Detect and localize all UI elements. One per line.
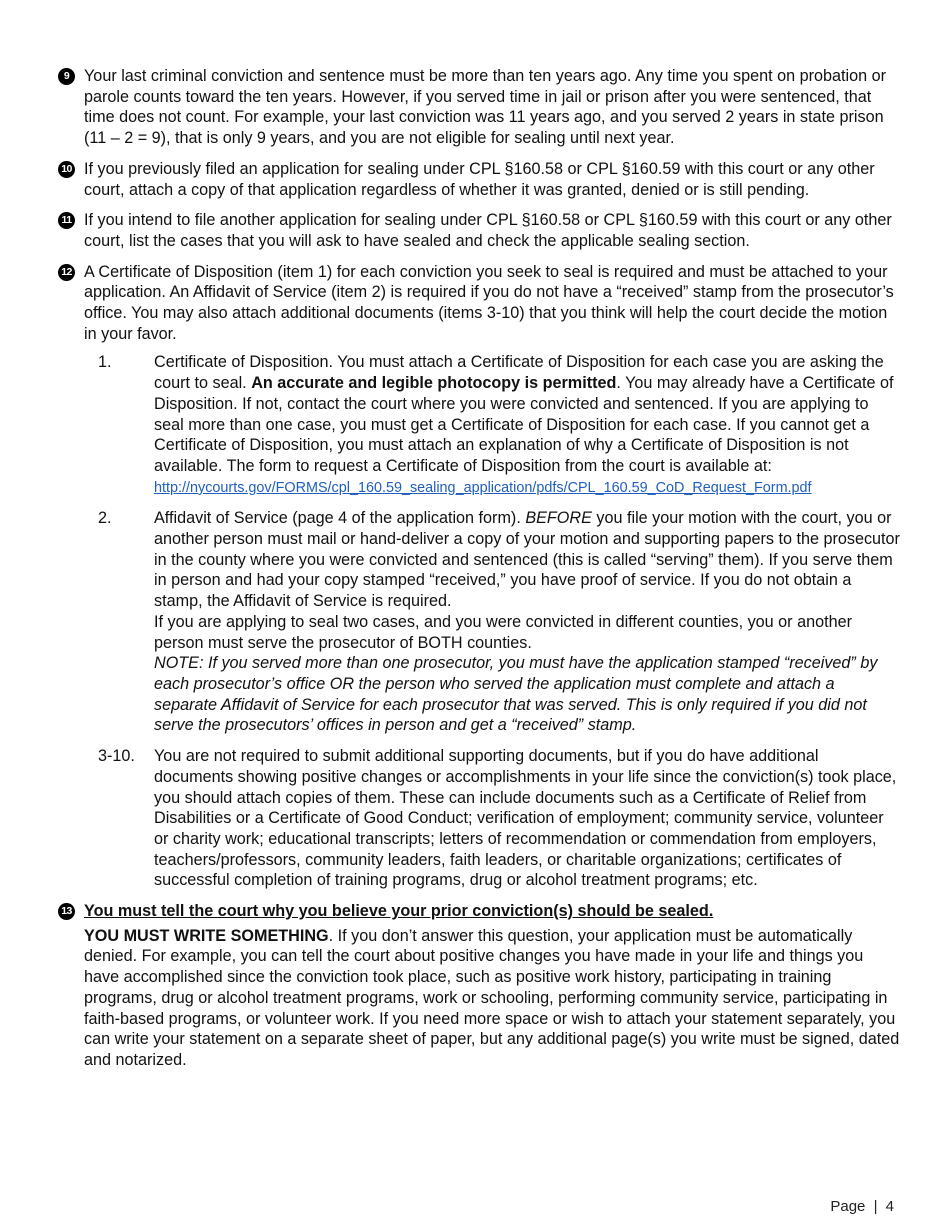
- item-body: [84, 926, 900, 1071]
- subitem-paragraph: If you are applying to seal two cases, and you were convicted in different counties, you or another person must serve the prosecutor of BOTH counties.: [154, 612, 852, 652]
- item-text: If you previously filed an application for sealing under CPL §160.58 or CPL §160.59 with this court or any other court, attach a copy of that application regardless of whether it was granted, denied or is still pending.: [84, 159, 875, 199]
- subitem-text: Certificate of Disposition. You must attach a Certificate of Disposition for each case you are asking the court to seal.: [154, 353, 884, 393]
- item-text: Your last criminal conviction and sentence must be more than ten years ago. Any time you spent on probation or parole counts toward the ten years. However, if you served time in jail or prison after you were sentenced, that time does not count. For example, your last conviction was 11 years ago, and you served 2 years in state prison (11 – 2 = 9), that is only 9 years, and you are not eligible for sealing until next year.: [84, 67, 887, 148]
- item-number-badge: 10: [58, 161, 75, 178]
- subitem-affidavit-of-service: [84, 508, 900, 736]
- subitem-text: you file your motion with the court, you or another person must mail or hand-deliver a copy of your motion and supporting papers to the prosecutor in the county where you were convicted and sentenced (this is called “serving” them). If you serve them in person and had your copy stamped “received,” you have proof of service. If you do not obtain a stamp, the Affidavit of Service is required.: [154, 509, 900, 611]
- item-number-badge: 13: [58, 903, 75, 920]
- subitem-note: NOTE: If you served more than one prosecutor, you must have the application stamped “received” by each prosecutor’s office OR the person who served the application must complete and attach a separate Affidavit of Service for each prosecutor that was served. This is only required if you did not serve the prosecutors’ offices in person and get a “received” stamp.: [154, 654, 878, 735]
- item-text: A Certificate of Disposition (item 1) for each conviction you seek to seal is required and must be attached to your application. An Affidavit of Service (item 2) is required if you do not have a “received” stamp from the prosecutor’s office. You may also attach additional documents (items 3-10) that you think will help the court decide the motion in your favor.: [84, 262, 894, 343]
- item-heading: You must tell the court why you believe your prior conviction(s) should be sealed.: [84, 902, 714, 921]
- instruction-item-10: [58, 159, 900, 200]
- subitem-certificate-of-disposition: [84, 352, 900, 498]
- instruction-item-9: [58, 66, 900, 149]
- subitem-label: 3-10.: [98, 747, 135, 766]
- subitem-text: . You may already have a Certificate of Disposition. If not, contact the court where you were convicted and sentenced. If you are applying to seal more than one case, you must get a Certificate of Disposition for each case. If you cannot get a Certificate of Disposition, you must attach an explanation of why a Certificate of Disposition is not available. The form to request a Certificate of Disposition from the court is available at:: [154, 374, 894, 475]
- page-label: Page: [830, 1198, 866, 1215]
- item-text: . If you don’t answer this question, your application must be automatically denied. For example, you can tell the court about positive changes you have made in your life and things you have accomplished since the conviction took place, such as positive work history, participating in training programs, drug or alcohol treatment programs, work or schooling, performing community service, participating in faith-based programs, or volunteer work. If you need more space or wish to attach your statement separately, you can write your statement on a separate sheet of paper, but any additional page(s) you write must be signed, dated and notarized.: [84, 926, 900, 1069]
- page-number: 4: [885, 1198, 894, 1215]
- subitem-label: 1.: [98, 353, 112, 372]
- document-body: [58, 66, 900, 1081]
- instruction-item-12: [58, 262, 900, 891]
- instruction-item-11: [58, 210, 900, 251]
- subitem-label: 2.: [98, 509, 112, 528]
- subitem-supporting-documents: [84, 746, 900, 891]
- subitem-italic-text: BEFORE: [525, 509, 592, 528]
- item-bold-lead: YOU MUST WRITE SOMETHING: [84, 926, 329, 945]
- item-number-badge: 12: [58, 264, 75, 281]
- page-separator: |: [873, 1198, 878, 1215]
- subitem-bold-text: An accurate and legible photocopy is permitted: [251, 374, 617, 393]
- page-footer: [830, 1198, 894, 1215]
- cod-request-form-link[interactable]: http://nycourts.gov/FORMS/cpl_160.59_sealing_application/pdfs/CPL_160.59_CoD_Request_Form.pdf: [154, 479, 812, 496]
- instruction-item-13: [58, 901, 900, 1071]
- subitem-text: You are not required to submit additional supporting documents, but if you do have additional documents showing positive changes or accomplishments in your life since the conviction(s) took place, you should attach copies of them. These can include documents such as a Certificate of Relief from Disabilities or a Certificate of Good Conduct; verification of employment; community service, volunteer or charity work; educational transcripts; letters of recommendation or commendation from employers, teachers/professors, community leaders, faith leaders, or charitable organizations; certificates of successful completion of training programs, drug or alcohol treatment programs; etc.: [154, 747, 897, 890]
- item-text: If you intend to file another application for sealing under CPL §160.58 or CPL §160.59 with this court or any other court, list the cases that you will ask to have sealed and check the applicable sealing section.: [84, 211, 892, 250]
- item-number-badge: 9: [58, 68, 75, 85]
- subitem-text: Affidavit of Service (page 4 of the application form).: [154, 509, 526, 528]
- item-number-badge: 11: [58, 212, 75, 229]
